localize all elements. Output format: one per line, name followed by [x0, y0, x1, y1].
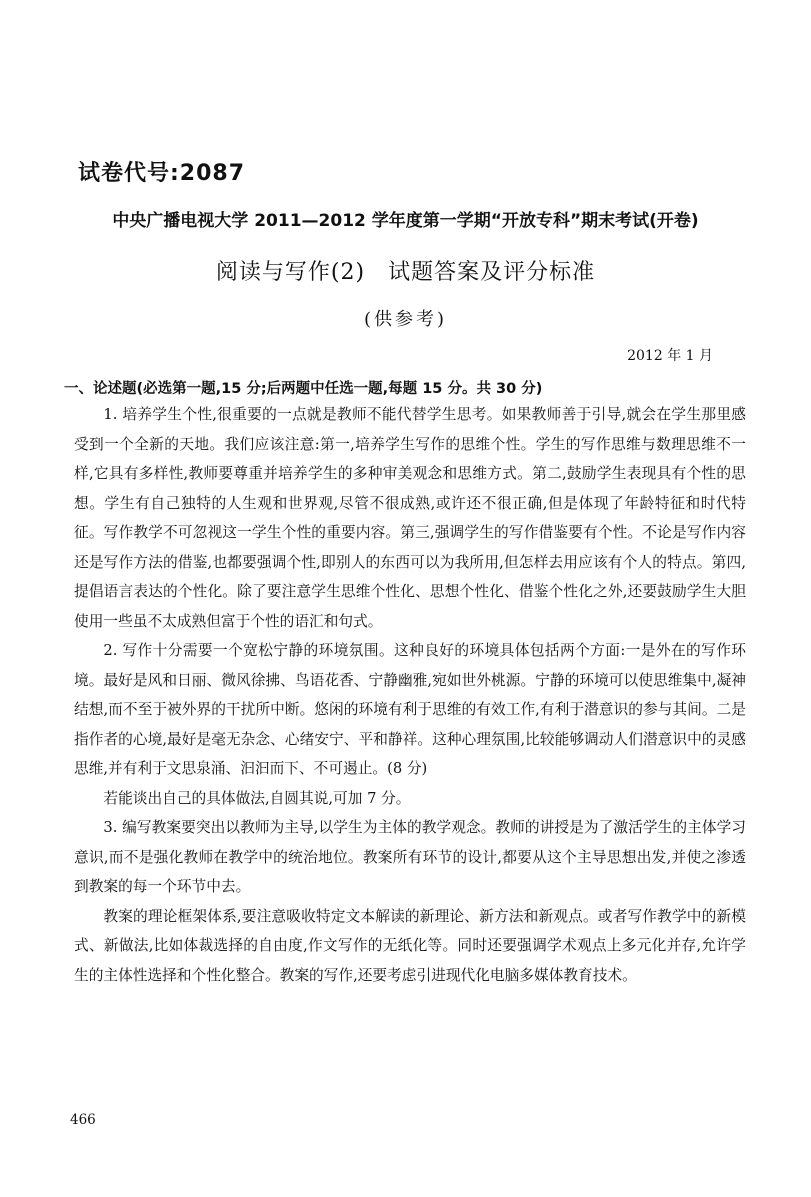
answer-body: [74, 400, 746, 990]
document-subtitle: 阅读与写作(2) 试题答案及评分标准: [215, 260, 596, 285]
section-heading: 一、论述题(必选第一题,15 分;后两题中任选一题,每题 15 分。共 30 分): [64, 381, 543, 397]
answer-paragraph-4: 3. 编写教案要突出以教师为主导,以学生为主体的教学观念。教师的讲授是为了激活学生的主体学习意识,而不是强化教师在教学中的统治地位。教案所有环节的设计,都要从这个主导思想出发,并使之渗透到教案的每一个环节中去。: [74, 819, 746, 895]
exam-code: 试卷代号:2087: [78, 161, 246, 186]
answer-paragraph-1: 1. 培养学生个性,很重要的一点就是教师不能代替学生思考。如果教师善于引导,就会在学生那里感受到一个全新的天地。我们应该注意:第一,培养学生写作的思维个性。学生的写作思维与数理思维不一样,它具有多样性,教师要尊重并培养学生的多种审美观念和思维方式。第二,鼓励学生表现具有个性的思想。学生有自己独特的人生观和世界观,尽管不很成熟,或许还不很正确,但是体现了年龄特征和时代特征。写作教学不可忽视这一学生个性的重要内容。第三,强调学生的写作借鉴要有个性。不论是写作内容还是写作方法的借鉴,也都要强调个性,即别人的东西可以为我所用,但怎样去用应该有个人的特点。第四,提倡语言表达的个性化。除了要注意学生思维个性化、思想个性化、借鉴个性化之外,还要鼓励学生大胆使用一些虽不太成熟但富于个性的语汇和句式。: [74, 406, 746, 630]
document-date: 2012 年 1 月: [627, 348, 713, 364]
answer-paragraph-3: 若能谈出自己的具体做法,自圆其说,可加 7 分。: [103, 789, 411, 807]
answer-paragraph-5: 教案的理论框架体系,要注意吸收特定文本解读的新理论、新方法和新观点。或者写作教学中的新模式、新做法,比如体裁选择的自由度,作文写作的无纸化等。同时还要强调学术观点上多元化并存,允许学生的主体性选择和个性化整合。教案的写作,还要考虑引进现代化电脑多媒体教育技术。: [74, 907, 746, 984]
page-number: 466: [70, 1112, 96, 1128]
exam-title: 中央广播电视大学 2011—2012 学年度第一学期“开放专科”期末考试(开卷): [112, 211, 699, 231]
answer-paragraph-2: 2. 写作十分需要一个宽松宁静的环境氛围。这种良好的环境具体包括两个方面:一是外在的写作环境。最好是风和日丽、微风徐拂、鸟语花香、宁静幽雅,宛如世外桃源。宁静的环境可以使思维集中,凝神结想,而不至于被外界的干扰所中断。悠闲的环境有利于思维的有效工作,有利于潜意识的参与其间。二是指作者的心境,最好是毫无杂念、心绪安宁、平和静祥。这种心理氛围,比较能够调动人们潜意识中的灵感思维,并有利于文思泉涌、汩汩而下、不可遏止。(8 分): [74, 642, 746, 777]
reference-note: (供参考): [363, 309, 448, 330]
